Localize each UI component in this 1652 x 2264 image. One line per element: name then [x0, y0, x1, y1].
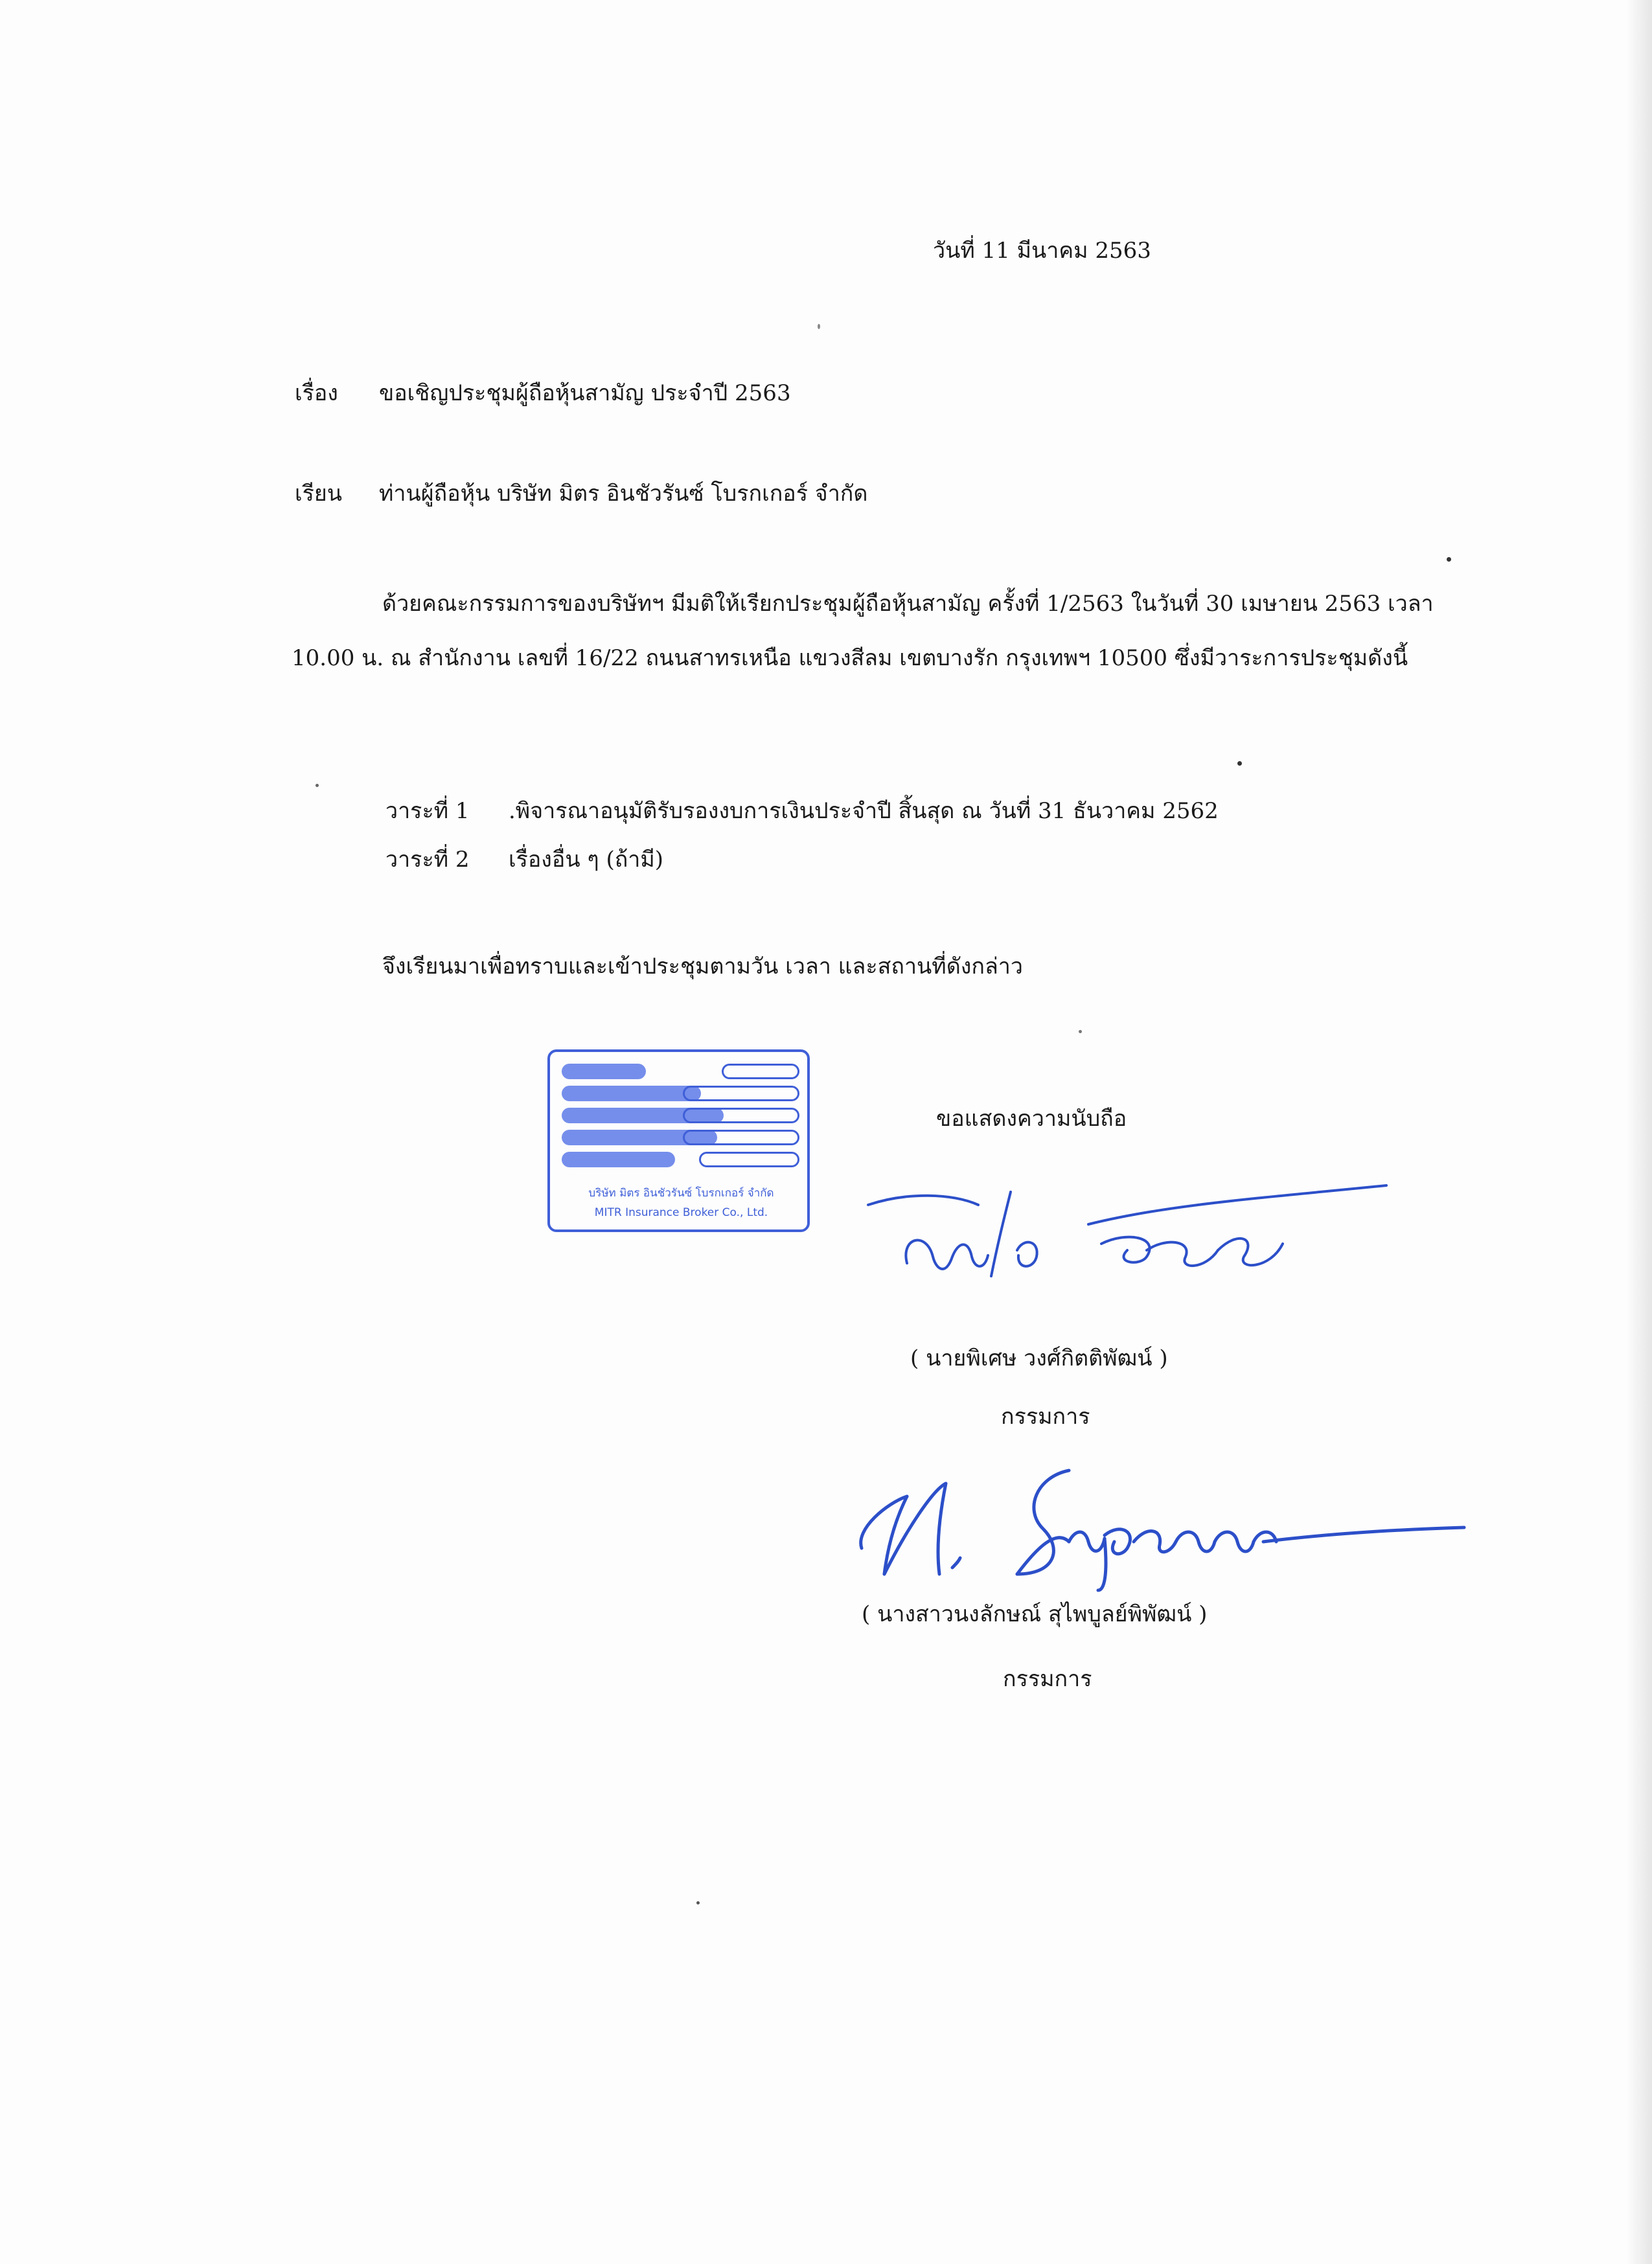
stamp-line — [562, 1152, 675, 1167]
letter-date: วันที่ 11 มีนาคม 2563 — [933, 238, 1151, 264]
stamp-line — [683, 1108, 799, 1123]
stamp-line — [722, 1064, 799, 1079]
agenda-2-label: วาระที่ 2 — [385, 847, 470, 873]
subject-label: เรื่อง — [295, 380, 338, 406]
signatory-1-title: กรรมการ — [1001, 1404, 1090, 1430]
stamp-line — [683, 1130, 799, 1145]
stamp-line — [562, 1086, 701, 1101]
regards-line: ขอแสดงความนับถือ — [936, 1106, 1127, 1132]
closing-sentence: จึงเรียนมาเพื่อทราบและเข้าประชุมตามวัน เวลา และสถานที่ดังกล่าว — [382, 954, 1023, 979]
agenda-1-text: .พิจารณาอนุมัติรับรองงบการเงินประจำปี สิ้นสุด ณ วันที่ 31 ธันวาคม 2562 — [509, 798, 1219, 824]
signatory-1-name: ( นายพิเศษ วงศ์กิตติพัฒน์ ) — [910, 1345, 1168, 1371]
signature-1 — [855, 1179, 1399, 1296]
scan-speck — [1447, 557, 1451, 562]
agenda-2-text: เรื่องอื่น ๆ (ถ้ามี) — [509, 847, 664, 873]
scan-speck — [1237, 761, 1242, 766]
stamp-company-thai: บริษัท มิตร อินชัวรันซ์ โบรกเกอร์ จำกัด — [588, 1187, 774, 1200]
stamp-line — [699, 1152, 799, 1167]
stamp-line — [562, 1064, 646, 1079]
scan-speck — [696, 1901, 700, 1904]
signatory-2-name: ( นางสาวนงลักษณ์ สุไพบูลย์พิพัฒน์ ) — [862, 1601, 1208, 1627]
recipient-text: ท่านผู้ถือหุ้น บริษัท มิตร อินชัวรันซ์ โบรกเกอร์ จำกัด — [379, 481, 868, 507]
scan-edge-shadow — [1626, 0, 1652, 2264]
signature-2 — [849, 1451, 1471, 1594]
stamp-line — [683, 1086, 799, 1101]
agenda-1-label: วาระที่ 1 — [385, 798, 470, 824]
scan-speck — [315, 784, 319, 787]
body-paragraph: ด้วยคณะกรรมการของบริษัทฯ มีมติให้เรียกประชุมผู้ถือหุ้นสามัญ ครั้งที่ 1/2563 ในวันที่ 30 เมษายน 2563 เวลา 10.00 น. ณ สำนักงาน เลขที่ 16/22 ถนนสาทรเหนือ แขวงสีลม เขตบางรัก กรุงเทพฯ 10500 ซึ่งมีวาระการประชุมดังนี้ — [292, 591, 1434, 671]
signatory-2-title: กรรมการ — [1003, 1666, 1092, 1692]
recipient-label: เรียน — [295, 481, 343, 507]
company-stamp — [547, 1049, 810, 1232]
scan-speck — [818, 324, 820, 329]
stamp-company-english: MITR Insurance Broker Co., Ltd. — [594, 1206, 768, 1219]
scan-speck — [1079, 1030, 1082, 1033]
subject-text: ขอเชิญประชุมผู้ถือหุ้นสามัญ ประจำปี 2563 — [379, 380, 791, 406]
